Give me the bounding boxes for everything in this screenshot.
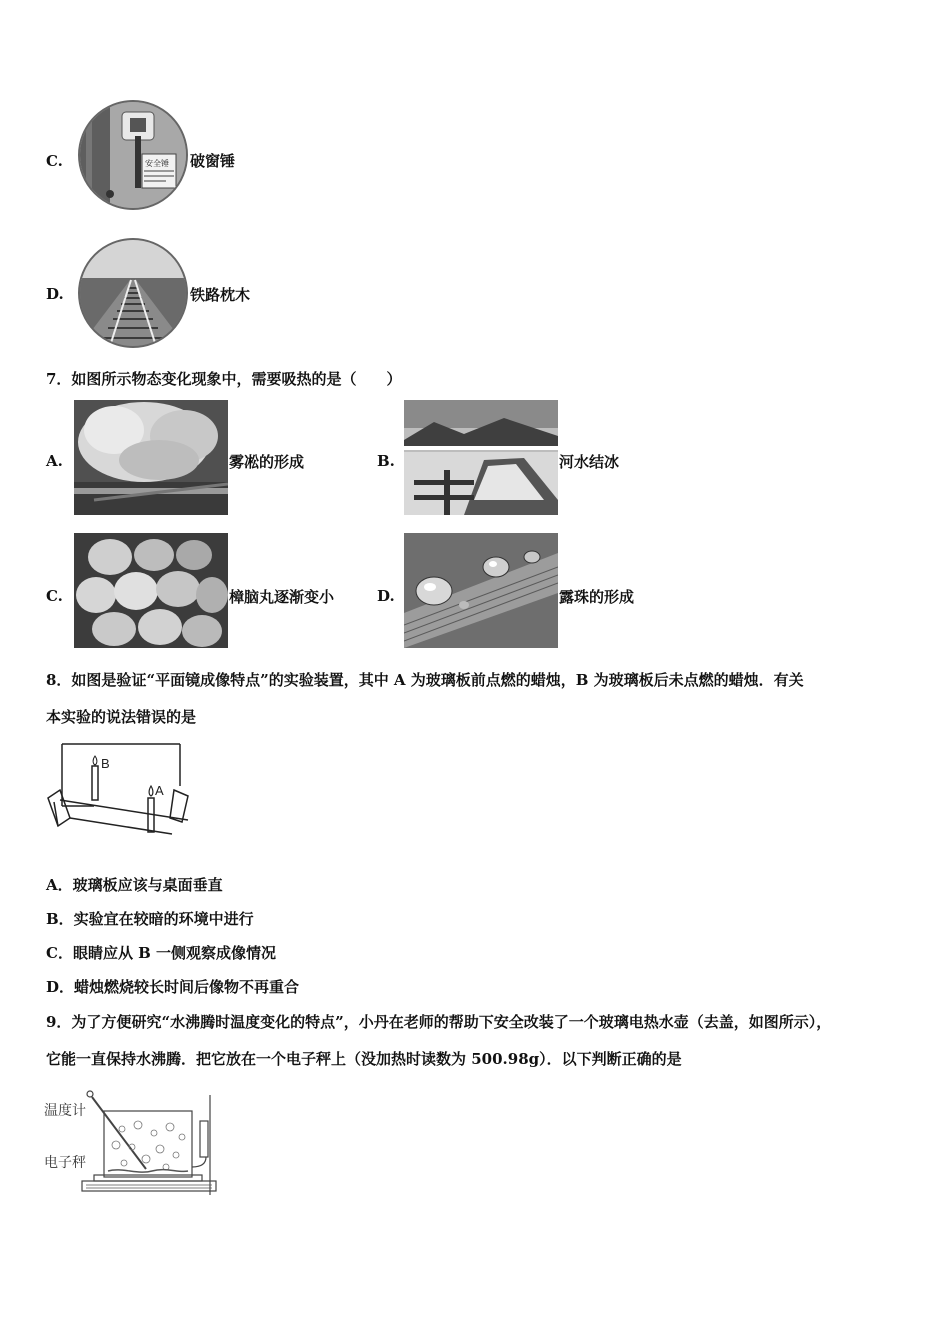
- q8-option-c: C．眼睛应从 B 一侧观察成像情况: [46, 944, 277, 962]
- river-ice-photo-illustration: [404, 400, 558, 515]
- hammer-photo-illustration: [80, 102, 186, 208]
- q7-stem: 7．如图所示物态变化现象中，需要吸热的是（ ）: [46, 370, 402, 388]
- candle-a-label: A: [155, 783, 164, 798]
- q8-option-a: A．玻璃板应该与桌面垂直: [46, 876, 223, 894]
- q7-option-c-label: 樟脑丸逐渐变小: [229, 588, 335, 606]
- q7-option-a-label: 雾凇的形成: [229, 453, 305, 471]
- mirror-experiment-figure: [44, 740, 194, 835]
- q8-option-d: D．蜡烛燃烧较长时间后像物不再重合: [46, 978, 300, 996]
- rime-photo: [74, 400, 228, 515]
- q8-option-b: B．实验宜在较暗的环境中进行: [46, 910, 254, 928]
- candle-b-label: B: [101, 756, 110, 771]
- hammer-photo: [78, 100, 188, 210]
- q8-stem-line1: 8．如图是验证“平面镜成像特点”的实验装置，其中 A 为玻璃板前点燃的蜡烛，B 为玻璃板后未点燃的蜡烛．有关: [46, 671, 804, 689]
- hammer-sign-text: 安全锤: [145, 159, 169, 168]
- q7-option-a-letter: A.: [46, 452, 63, 470]
- q6-option-d-label: 铁路枕木: [190, 286, 251, 304]
- railway-photo-illustration: [80, 240, 186, 346]
- q9-stem-line2: 它能一直保持水沸腾．把它放在一个电子秤上（没加热时读数为 500.98g）．以下判断正确的是: [46, 1050, 682, 1068]
- scale-label: 电子秤: [44, 1155, 86, 1171]
- q9-stem-line1: 9．为了方便研究“水沸腾时温度变化的特点”，小丹在老师的帮助下安全改装了一个玻璃电热水壶（去盖，如图所示），: [46, 1013, 832, 1031]
- q6-option-d-letter: D.: [46, 285, 64, 303]
- q7-option-c-letter: C.: [46, 587, 63, 605]
- dew-photo-illustration: [404, 533, 558, 648]
- q7-option-b-letter: B.: [377, 452, 395, 470]
- railway-photo: [78, 238, 188, 348]
- mirror-experiment-illustration: [44, 740, 194, 835]
- kettle-illustration: [42, 1085, 224, 1203]
- q7-option-d-label: 露珠的形成: [559, 588, 635, 606]
- q6-option-c-letter: C.: [46, 152, 63, 170]
- rime-photo-illustration: [74, 400, 228, 515]
- q8-stem-line2: 本实验的说法错误的是: [46, 708, 197, 726]
- q7-option-b-label: 河水结冰: [559, 453, 620, 471]
- camphor-photo: [74, 533, 228, 648]
- q6-option-c-label: 破窗锤: [190, 152, 236, 170]
- river-ice-photo: [404, 400, 558, 515]
- camphor-photo-illustration: [74, 533, 228, 648]
- q7-option-d-letter: D.: [377, 587, 395, 605]
- dew-photo: [404, 533, 558, 648]
- thermometer-label: 温度计: [44, 1103, 86, 1119]
- kettle-figure: [42, 1085, 224, 1203]
